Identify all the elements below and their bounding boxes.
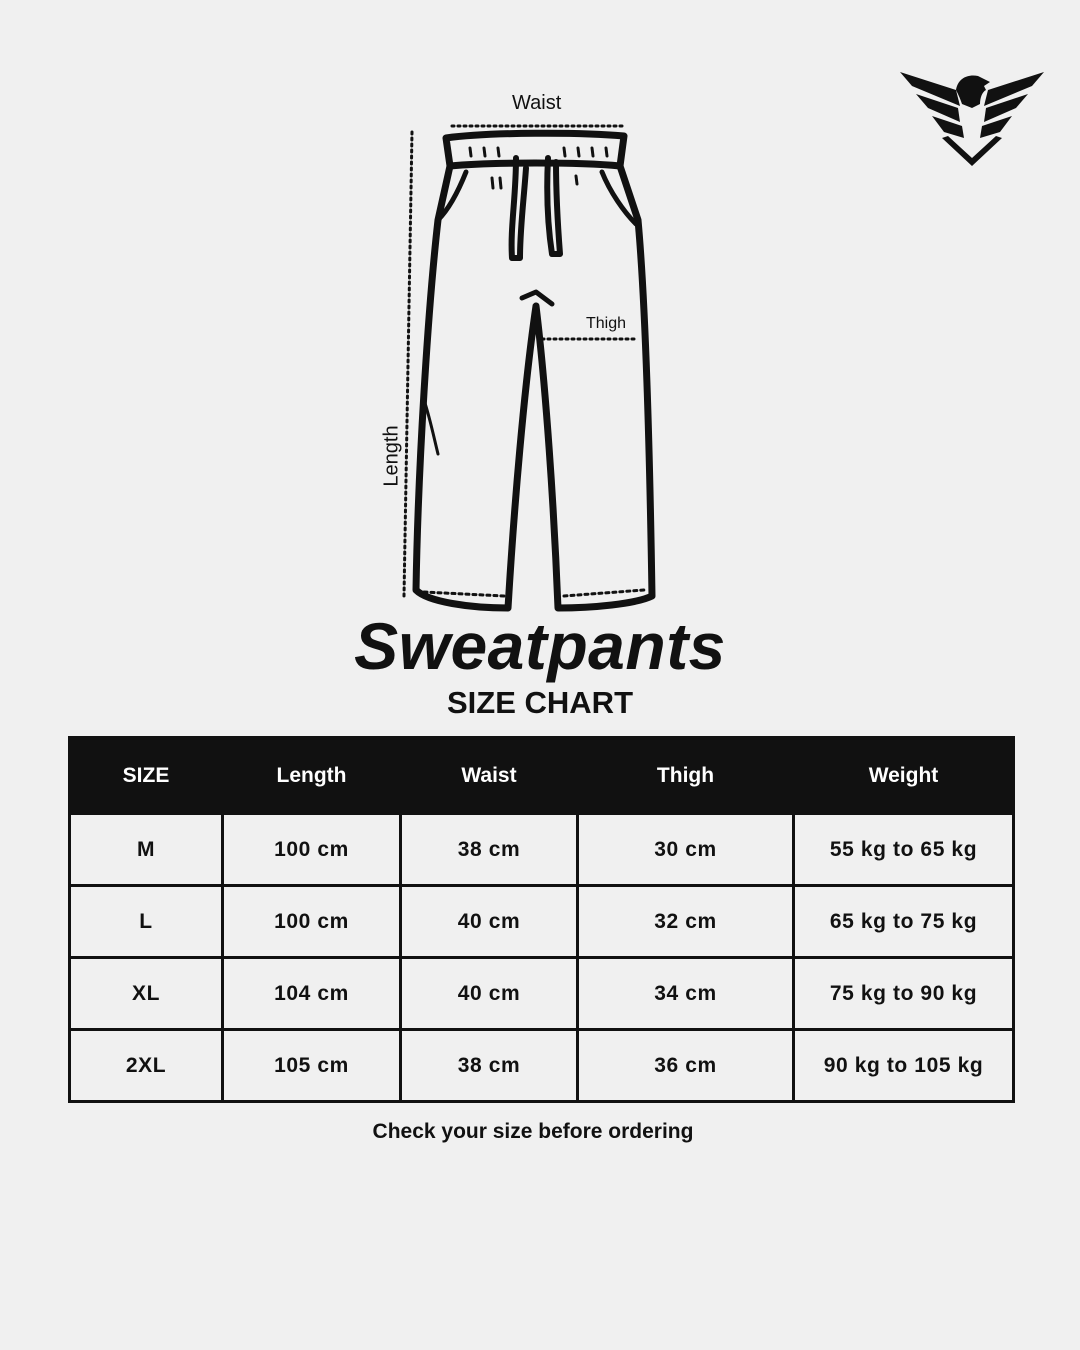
column-header-size: SIZE: [70, 738, 223, 814]
waist-cell: 38 cm: [401, 814, 578, 886]
column-header-length: Length: [223, 738, 401, 814]
product-title: Sweatpants: [354, 609, 726, 683]
thigh-cell: 32 cm: [578, 886, 794, 958]
waist-cell: 40 cm: [401, 958, 578, 1030]
table-header-row: [70, 738, 1014, 814]
thigh-cell: 30 cm: [578, 814, 794, 886]
waist-measure-label: Waist: [512, 92, 562, 114]
column-header-thigh: Thigh: [578, 738, 794, 814]
size-cell: XL: [70, 958, 223, 1030]
pant-outline: [416, 166, 652, 608]
length-measure-line: [404, 132, 412, 596]
table-row: [70, 1030, 1014, 1102]
weight-cell: 65 kg to 75 kg: [794, 886, 1014, 958]
table-row: [70, 814, 1014, 886]
column-header-waist: Waist: [401, 738, 578, 814]
weight-cell: 75 kg to 90 kg: [794, 958, 1014, 1030]
thigh-cell: 34 cm: [578, 958, 794, 1030]
column-header-weight: Weight: [794, 738, 1014, 814]
size-cell: M: [70, 814, 223, 886]
length-cell: 105 cm: [223, 1030, 401, 1102]
length-cell: 100 cm: [223, 886, 401, 958]
size-cell: 2XL: [70, 1030, 223, 1102]
size-chart-subtitle: SIZE CHART: [447, 685, 633, 720]
table-row: [70, 886, 1014, 958]
size-chart-table: [68, 736, 1015, 1103]
eagle-wings-logo-icon: [898, 68, 1046, 170]
thigh-cell: 36 cm: [578, 1030, 794, 1102]
waist-cell: 38 cm: [401, 1030, 578, 1102]
drawstring: [512, 158, 560, 258]
footer-note: Check your size before ordering: [372, 1120, 694, 1143]
weight-cell: 90 kg to 105 kg: [794, 1030, 1014, 1102]
length-cell: 100 cm: [223, 814, 401, 886]
waistband-outline: [446, 133, 624, 166]
weight-cell: 55 kg to 65 kg: [794, 814, 1014, 886]
size-cell: L: [70, 886, 223, 958]
length-measure-label: Length: [380, 425, 403, 487]
thigh-measure-label: Thigh: [586, 315, 627, 332]
table-row: [70, 958, 1014, 1030]
waist-cell: 40 cm: [401, 886, 578, 958]
sweatpants-diagram: [370, 88, 670, 618]
length-cell: 104 cm: [223, 958, 401, 1030]
